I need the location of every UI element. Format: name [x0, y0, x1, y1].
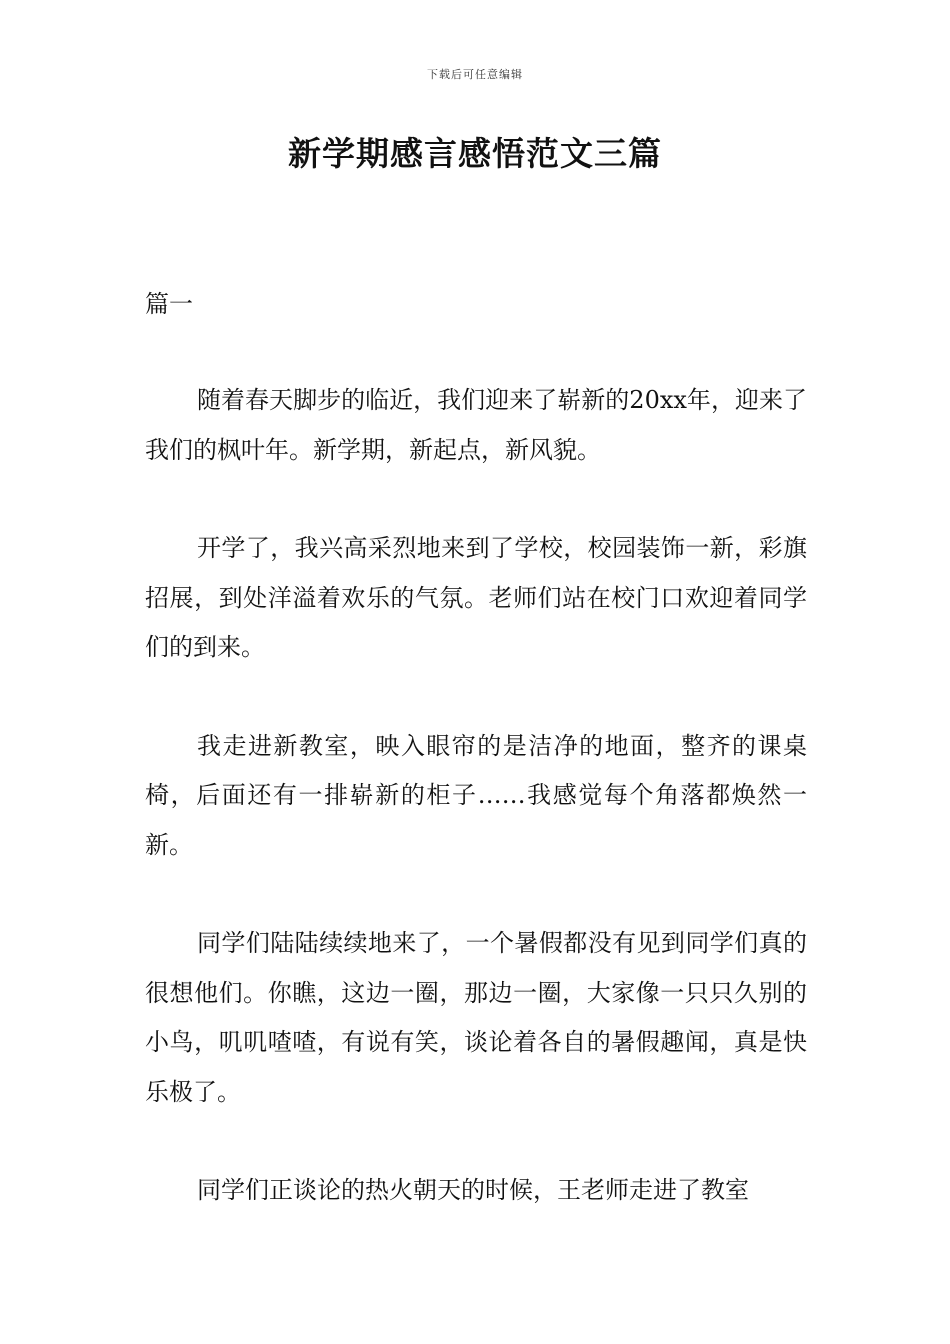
paragraph: 同学们正谈论的热火朝天的时候，王老师走进了教室	[197, 1176, 749, 1204]
paragraph: 开学了，我兴高采烈地来到了学校，校园装饰一新，彩旗招展，到处洋溢着欢乐的气氛。老师们站在校门口欢迎着同学们的到来。	[145, 534, 807, 661]
header-note: 下载后可任意编辑	[427, 68, 523, 81]
section-body	[145, 376, 807, 1265]
paragraph: 同学们陆陆续续地来了，一个暑假都没有见到同学们真的很想他们。你瞧，这边一圈，那边一圈，大家像一只只久别的小鸟，叽叽喳喳，有说有笑，谈论着各自的暑假趣闻，真是快乐极了。	[145, 929, 807, 1106]
document-title: 新学期感言感悟范文三篇	[288, 134, 662, 173]
paragraph: 我走进新教室，映入眼帘的是洁净的地面，整齐的课桌椅，后面还有一排崭新的柜子……我感觉每个角落都焕然一新。	[145, 731, 807, 859]
section-heading: 篇一	[145, 290, 193, 318]
paragraph: 随着春天脚步的临近，我们迎来了崭新的20xx年，迎来了我们的枫叶年。新学期，新起点，新风貌。	[145, 386, 807, 464]
